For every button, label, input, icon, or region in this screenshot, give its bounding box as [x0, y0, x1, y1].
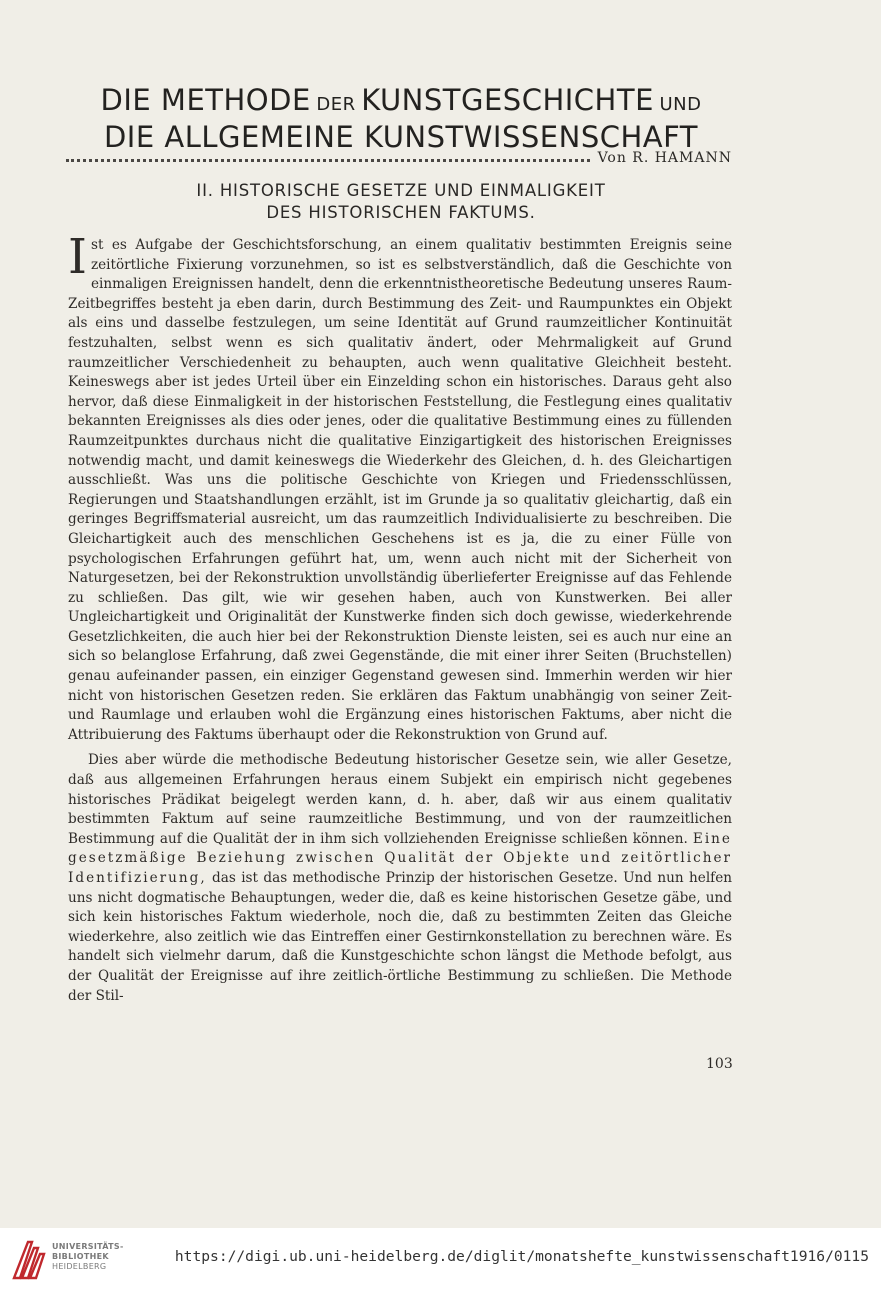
- paragraph-1-text: st es Aufgabe der Geschichtsforschung, an einem qualitativ bestimmten Ereignis seine zeitörtliche Fixierung vorzunehmen, so ist es selbstverständlich, daß die Geschichte von einmaligen Ereignissen handelt, denn die erkenntnistheoretische Bedeutung unseres Raum-Zeitbegriffes besteht ja eben darin, durch Bestimmung des Zeit- und Raumpunktes ein Objekt als eins und dasselbe festzulegen, um seine Identität auf Grund raumzeitlicher Kontinuität festzuhalten, selbst wenn es sich qualitativ ändert, oder Mehrmaligkeit auf Grund raumzeitlicher Verschiedenheit zu behaupten, auch wenn qualitative Gleichheit besteht. Keineswegs aber ist jedes Urteil über ein Einzelding schon ein historisches. Daraus geht also hervor, daß diese Einmaligkeit in der historischen Feststellung, die Festlegung eines qualitativ bekannten Ereignisses als dies oder jenes, oder die qualitative Bestimmung eines zu füllenden Raumzeitpunktes durchaus nicht die qualitative Einzigartigkeit des historischen Ereignisses notwendig macht, und damit keineswegs die Wiederkehr des Gleichen, d. h. des Gleichartigen ausschließt. Was uns die politische Geschichte von Kriegen und Friedensschlüssen, Regierungen und Staatshandlungen erzählt, ist im Grunde ja so qualitativ gleichartig, daß ein geringes Begriffsmaterial ausreicht, um das raumzeitlich Individualisierte zu beschreiben. Die Gleichartigkeit auch des menschlichen Geschehens ist es ja, die zu einer Fülle von psychologischen Erfahrungen geführt hat, um, wenn auch nicht mit der Sicherheit von Naturgesetzen, bei der Rekonstruktion unvollständig überlieferter Ereignisse auf das Fehlende zu schließen. Das gilt, wie wir gesehen haben, auch von Kunstwerken. Bei aller Ungleichartigkeit und Originalität der Kunstwerke finden sich doch gewisse, wiederkehrende Gesetzlichkeiten, die auch hier bei der Rekonstruktion Dienste leisten, sei es auch nur eine an sich so belanglose Erfahrung, daß zwei Gegenstände, die mit einer ihrer Seiten (Bruchstellen) genau aufeinander passen, ein einziger Gegenstand gewesen sind. Immerhin werden wir hier nicht von historischen Gesetzen reden. Sie erklären das Faktum unabhängig von seiner Zeit- und Raumlage und erlauben wohl die Ergänzung eines historischen Faktums, aber nicht die Attribuierung des Faktums überhaupt oder die Rekonstruktion von Grund auf.: [68, 237, 732, 743]
- paragraph-1: [68, 229, 732, 745]
- author-byline: Von R. HAMANN: [597, 150, 732, 166]
- dotted-leader: [66, 159, 590, 162]
- library-footer-bar: [0, 1228, 881, 1290]
- paragraph-2-emphasis: Eine gesetzmäßige Beziehung zwischen Qualität der Objekte und zeitörtlicher Identifizierung,: [68, 830, 732, 886]
- library-name: [52, 1242, 124, 1272]
- section-heading-line-2: DES HISTORISCHEN FAKTUMS.: [266, 203, 536, 222]
- title-line-2: DIE ALLGEMEINE KUNSTWISSENSCHAFT: [103, 120, 699, 154]
- article-body: [68, 229, 732, 1006]
- article-title: [66, 84, 736, 153]
- title-word-der: DER: [316, 94, 356, 115]
- library-name-line-2: BIBLIOTHEK: [52, 1252, 109, 1261]
- library-name-line-1: UNIVERSITÄTS-: [52, 1242, 124, 1251]
- university-library-logo-icon: [10, 1236, 48, 1282]
- page-number: 103: [706, 1056, 733, 1072]
- paragraph-2-text-a: Dies aber würde die methodische Bedeutung historischer Gesetze sein, wie aller Gesetze, daß aus allgemeinen Erfahrungen heraus einem Subjekt ein empirisch nicht gegebenes historisches Prädikat beigelegt werden kann, d. h. aber, daß wir aus einem qualitativ bestimmten Faktum auf seine raumzeitliche Bestimmung, und von der raumzeitlichen Bestimmung auf die Qualität der in ihm sich vollziehenden Ereignisse schließen können.: [68, 752, 732, 847]
- title-word-und: UND: [659, 94, 702, 115]
- paragraph-2: [68, 751, 732, 1006]
- title-word-methode: DIE METHODE: [100, 83, 311, 117]
- section-heading: [66, 180, 736, 224]
- section-heading-line-1: II. HISTORISCHE GESETZE UND EINMALIGKEIT: [196, 181, 606, 200]
- drop-cap: I: [68, 229, 87, 285]
- title-line-1: [66, 84, 736, 121]
- library-name-line-3: HEIDELBERG: [52, 1262, 107, 1271]
- byline-row: [66, 148, 732, 166]
- title-word-kunstgeschichte: KUNSTGESCHICHTE: [361, 83, 654, 117]
- paragraph-2-text-b: das ist das methodische Prinzip der historischen Gesetze. Und nun helfen uns nicht dogmatische Behauptungen, weder die, daß es keine historischen Gesetze gäbe, und sich kein historisches Faktum wiederhole, noch die, daß zu bestimmten Zeiten das Gleiche wiederkehre, also zeitlich wie das Eintreffen einer Gestirnkonstellation zu berechnen wäre. Es handelt sich vielmehr darum, daß die Kunstgeschichte schon längst die Methode befolgt, aus der Qualität der Ereignisse auf ihre zeitlich-örtliche Bestimmung zu schließen. Die Methode der Stil-: [68, 870, 732, 1004]
- source-url-link[interactable]: https://digi.ub.uni-heidelberg.de/diglit/monatshefte_kunstwissenschaft1916/0115: [174, 1248, 869, 1265]
